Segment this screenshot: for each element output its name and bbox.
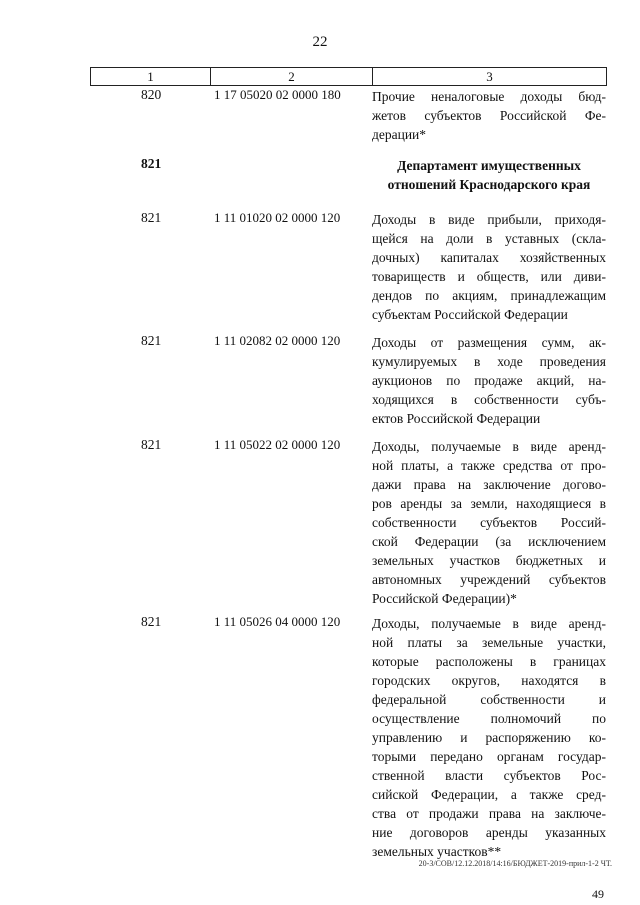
description-line: федеральной собственности и: [372, 692, 606, 707]
description-line: дочных) капиталах хозяйственных: [372, 250, 606, 265]
description-line: Прочие неналоговые доходы бюд-: [372, 89, 606, 104]
table-header: [90, 67, 607, 86]
department-title-line: Департамент имущественных: [397, 158, 581, 173]
revenue-description: [372, 210, 606, 324]
admin-code: 821: [141, 614, 162, 629]
admin-code: 821: [141, 156, 162, 171]
description-line: дажи права на заключение догово-: [372, 477, 606, 492]
description-line: Российской Федерации)*: [372, 591, 517, 606]
description-line: Доходы от размещения сумм, ак-: [372, 335, 606, 350]
revenue-description: [372, 333, 606, 428]
description-line: собственности субъектов Россий-: [372, 515, 606, 530]
budget-classification-code: 1 11 01020 02 0000 120: [214, 210, 341, 225]
description-line: товариществ и обществ, или диви-: [372, 269, 606, 284]
description-line: жетов субъектов Российской Фе-: [372, 108, 606, 123]
description-line: которые расположены в границах: [372, 654, 606, 669]
description-line: автономных учреждений субъектов: [372, 572, 606, 587]
header-col-1: 1: [91, 68, 211, 85]
description-line: ственной власти субъектов Рос-: [372, 768, 606, 783]
budget-classification-code: 1 11 05026 04 0000 120: [214, 614, 341, 629]
description-line: кумулируемых в ходе проведения: [372, 354, 606, 369]
description-line: городских округов, находятся в: [372, 673, 606, 688]
description-line: ние договоров аренды указанных: [372, 825, 606, 840]
description-line: Доходы, получаемые в виде аренд-: [372, 616, 606, 631]
revenue-description: [372, 614, 606, 861]
description-line: Доходы, получаемые в виде аренд-: [372, 439, 606, 454]
description-line: ской Федерации (за исключением: [372, 534, 606, 549]
sheet-number: 49: [592, 887, 604, 901]
description-line: субъектам Российской Федерации: [372, 307, 568, 322]
description-line: ства от продажи права на заключе-: [372, 806, 606, 821]
budget-classification-code: 1 11 05022 02 0000 120: [214, 437, 341, 452]
header-col-3: 3: [486, 68, 493, 84]
description-line: ной платы, а также средства от про-: [372, 458, 606, 473]
description-line: щейся на доли в уставных (скла-: [372, 231, 606, 246]
budget-classification-code: 1 11 02082 02 0000 120: [214, 333, 341, 348]
description-line: земельных участков бюджетных и: [372, 553, 606, 568]
description-line: дерации*: [372, 127, 427, 142]
description-line: управлению и распоряжению ко-: [372, 730, 606, 745]
department-title-line: отношений Краснодарского края: [387, 177, 591, 192]
description-line: ной платы за земельные участки,: [372, 635, 606, 650]
description-line: ектов Российской Федерации: [372, 411, 541, 426]
budget-classification-code: 1 17 05020 02 0000 180: [214, 87, 341, 102]
admin-code: 821: [141, 210, 162, 225]
description-line: дендов по акциям, принадлежащим: [372, 288, 606, 303]
admin-code: 821: [141, 333, 162, 348]
page-number: 22: [312, 34, 328, 50]
description-line: аукционов по продаже акций, на-: [372, 373, 606, 388]
document-stamp: 20-3/СОВ/12.12.2018/14:16/БЮДЖЕТ-2019-прил-1-2 ЧТ.: [418, 859, 612, 868]
revenue-description: [372, 437, 606, 608]
department-title: [372, 156, 606, 194]
description-line: земельных участков**: [372, 844, 502, 859]
header-col-2: 2: [211, 68, 373, 85]
revenue-description: [372, 87, 606, 144]
description-line: Доходы в виде прибыли, приходя-: [372, 212, 606, 227]
description-line: сийской Федерации, а также сред-: [372, 787, 606, 802]
description-line: ров аренды за земли, находящиеся в: [372, 496, 606, 511]
admin-code: 821: [141, 437, 162, 452]
description-line: осуществление полномочий по: [372, 711, 606, 726]
admin-code: 820: [141, 87, 162, 102]
description-line: ходящихся в собственности субъ-: [372, 392, 606, 407]
description-line: торыми передано органам государ-: [372, 749, 606, 764]
